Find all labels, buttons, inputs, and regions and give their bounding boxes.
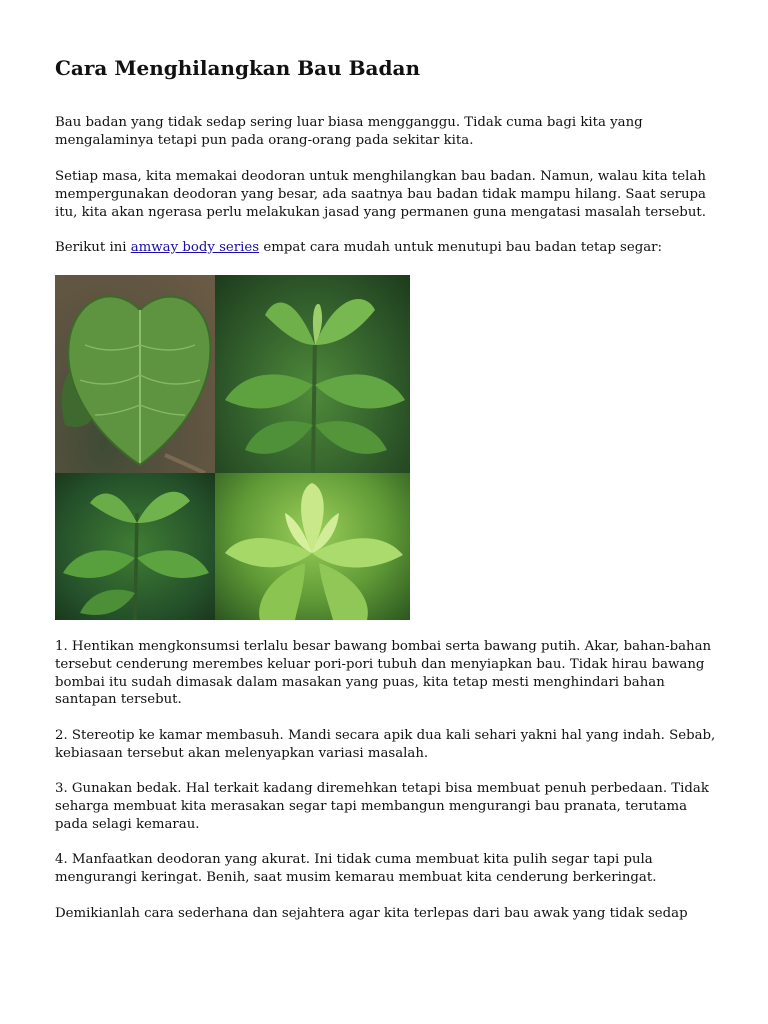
step-2: 2. Stereotip ke kamar membasuh. Mandi secara apik dua kali sehari yakni hal yang indah. Sebab, kebiasaan tersebut akan melenyapkan variasi masalah. (55, 728, 716, 761)
basil-plant-photo (215, 473, 410, 620)
lead-text-before: Berikut ini (55, 240, 131, 255)
step-3: 3. Gunakan bedak. Hal terkait kadang diremehkan tetapi bisa membuat penuh perbedaan. Tidak seharga membuat kita merasakan segar tapi membangun mengurangi bau pranata, terutama pada selagi kemarau. (55, 781, 709, 832)
betel-leaf-photo (55, 275, 215, 473)
closing-paragraph: Demikianlah cara sederhana dan sejahtera agar kita terlepas dari bau awak yang tidak sedap (55, 906, 688, 921)
lead-paragraph (55, 239, 720, 257)
page-title: Cara Menghilangkan Bau Badan (55, 56, 420, 80)
amway-body-series-link[interactable]: amway body series (130, 240, 260, 255)
lead-text-after: empat cara mudah untuk menutupi bau badan tetap segar: (259, 240, 663, 255)
leaf-photo-collage (55, 275, 410, 620)
green-plant-photo-2 (55, 473, 215, 620)
intro-paragraph-1: Bau badan yang tidak sedap sering luar biasa mengganggu. Tidak cuma bagi kita yang mengalaminya tetapi pun pada orang-orang pada sekitar kita. (55, 115, 643, 148)
step-4: 4. Manfaatkan deodoran yang akurat. Ini tidak cuma membuat kita pulih segar tapi pula mengurangi keringat. Benih, saat musim kemarau membuat kita cenderung berkeringat. (55, 852, 657, 885)
green-plant-photo-1 (215, 275, 410, 473)
intro-paragraph-2: Setiap masa, kita memakai deodoran untuk menghilangkan bau badan. Namun, walau kita telah mempergunakan deodoran yang besar, ada saatnya bau badan tidak mampu hilang. Saat serupa itu, kita akan ngerasa perlu melakukan jasad yang permanen guna mengatasi masalah tersebut. (55, 169, 706, 220)
step-1: 1. Hentikan mengkonsumsi terlalu besar bawang bombai serta bawang putih. Akar, bahan-bahan tersebut cenderung merembes keluar pori-pori tubuh dan menyiapkan bau. Tidak hirau bawang bombai itu sudah dimasak dalam masakan yang puas, kita tetap mesti menghindari bahan santapan tersebut. (55, 639, 712, 708)
